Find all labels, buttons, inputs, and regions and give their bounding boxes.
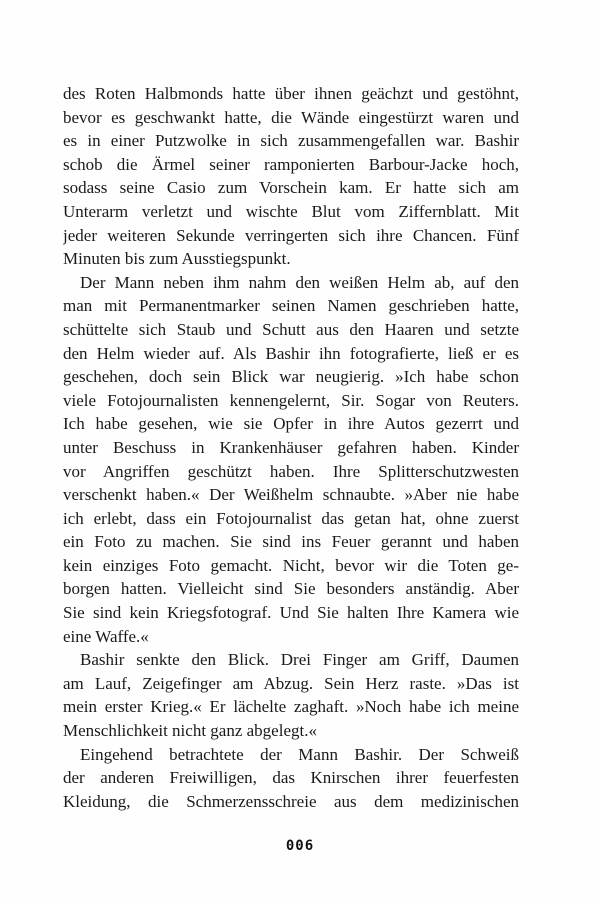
text-line: Unterarm verletzt und wischte Blut vom Ziffernblatt. Mit — [63, 201, 519, 221]
text-line: Minuten bis zum Ausstiegspunkt. — [63, 249, 291, 269]
text-line: geschehen, doch sein Blick war neugierig. »Ich habe schon — [63, 367, 519, 387]
text-block — [63, 82, 519, 813]
text-line: der anderen Freiwilligen, das Knirschen ihrer feuerfesten — [63, 768, 519, 788]
page-number: 006 — [285, 838, 315, 854]
text-line: Eingehend betrachtete der Mann Bashir. Der Schweiß — [80, 744, 519, 764]
paragraph — [63, 82, 519, 271]
text-line: mein erster Krieg.« Er lächelte zaghaft. »Noch habe ich meine — [63, 697, 519, 717]
text-line: Kleidung, die Schmerzensschreie aus dem medizinischen — [63, 791, 519, 811]
text-line: Sie sind kein Kriegsfotograf. Und Sie halten Ihre Kamera wie — [63, 603, 519, 623]
text-line: schüttelte sich Staub und Schutt aus den Haaren und setzte — [63, 319, 519, 339]
text-line: eine Waffe.« — [63, 626, 149, 646]
paragraph — [63, 271, 519, 649]
text-line: am Lauf, Zeigefinger am Abzug. Sein Herz raste. »Das ist — [63, 673, 519, 693]
text-line: viele Fotojournalisten kennengelernt, Sir. Sogar von Reuters. — [63, 390, 519, 410]
text-line: man mit Permanentmarker seinen Namen geschrieben hatte, — [63, 296, 519, 316]
text-line: es in einer Putzwolke in sich zusammengefallen war. Bashir — [63, 131, 519, 151]
text-line: des Roten Halbmonds hatte über ihnen geächzt und gestöhnt, — [63, 84, 519, 103]
text-line: Bashir senkte den Blick. Drei Finger am Griff, Daumen — [80, 650, 519, 670]
text-line: kein einziges Foto gemacht. Nicht, bevor wir die Toten ge- — [63, 555, 519, 575]
text-line: Menschlichkeit nicht ganz abgelegt.« — [63, 721, 317, 741]
text-line: jeder weiteren Sekunde verringerten sich ihre Chancen. Fünf — [63, 225, 519, 245]
paragraph — [63, 648, 519, 742]
paragraph — [63, 743, 519, 814]
text-line: borgen hatten. Vielleicht sind Sie besonders anständig. Aber — [63, 579, 519, 599]
text-line: vor Angriffen geschützt haben. Ihre Splitterschutzwesten — [63, 461, 519, 481]
text-line: sodass seine Casio zum Vorschein kam. Er hatte sich am — [63, 178, 519, 198]
text-line: schob die Ärmel seiner ramponierten Barbour-Jacke hoch, — [63, 154, 519, 174]
text-line: unter Beschuss in Krankenhäuser gefahren haben. Kinder — [63, 437, 519, 457]
text-line: ich erlebt, dass ein Fotojournalist das getan hat, ohne zuerst — [63, 508, 519, 528]
text-line: bevor es geschwankt hatte, die Wände eingestürzt waren und — [63, 107, 519, 127]
text-line: ein Foto zu machen. Sie sind ins Feuer gerannt und haben — [63, 532, 519, 552]
text-line: Der Mann neben ihm nahm den weißen Helm ab, auf den — [80, 272, 519, 292]
text-line: verschenkt haben.« Der Weißhelm schnaubte. »Aber nie habe — [63, 485, 519, 505]
text-line: Ich habe gesehen, wie sie Opfer in ihre Autos gezerrt und — [63, 414, 519, 434]
text-line: den Helm wieder auf. Als Bashir ihn fotografierte, ließ er es — [63, 343, 519, 363]
